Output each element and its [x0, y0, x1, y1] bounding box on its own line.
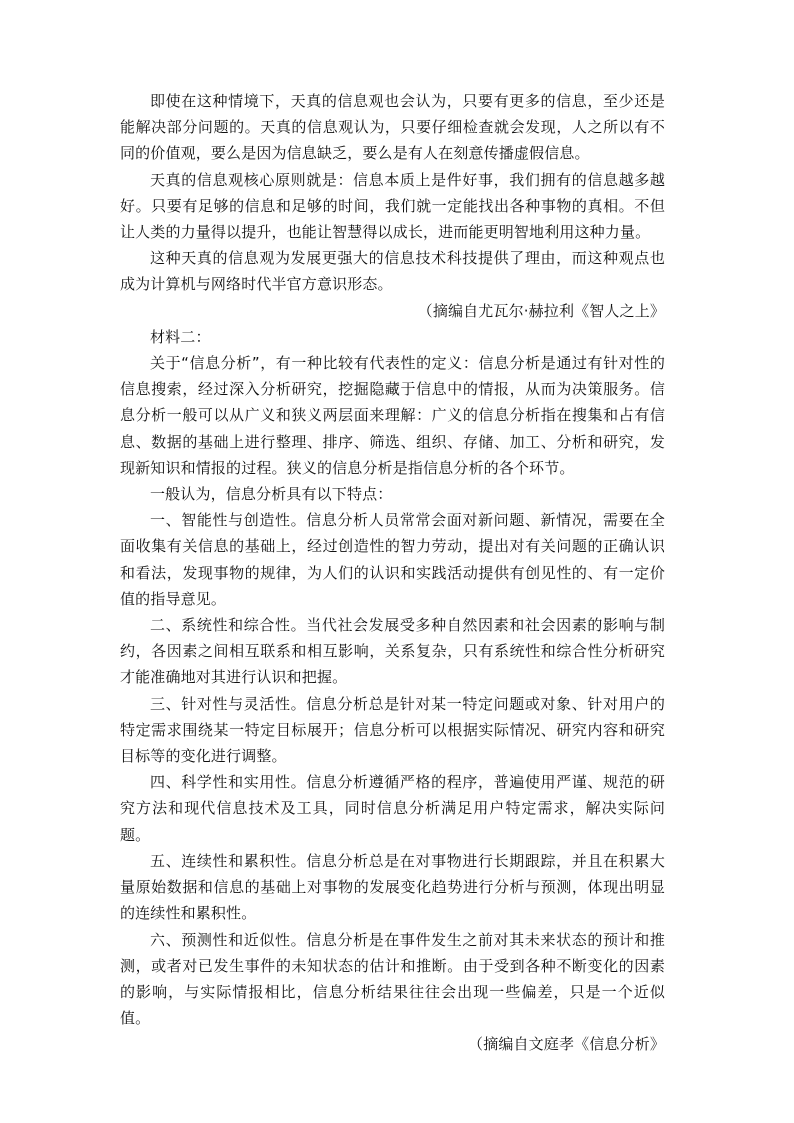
- material-2-label: 材料二：: [150, 327, 211, 346]
- paragraph-feature-5: 五、连续性和累积性。信息分析总是在对事物进行长期跟踪，并且在积累大量原始数据和信息的基础上对事物的发展变化趋势进行分析与预测，体现出明显的连续性和累积性。: [120, 851, 665, 923]
- paragraph-feature-2: 二、系统性和综合性。当代社会发展受多种自然因素和社会因素的影响与制约，各因素之间相互联系和相互影响，关系复杂，只有系统性和综合性分析研究才能准确地对其进行认识和把握。: [120, 616, 665, 687]
- paragraph-feature-4: 四、科学性和实用性。信息分析遵循严格的程序，普遍使用严谨、规范的研究方法和现代信息技术及工具，同时信息分析满足用户特定需求，解决实际问题。: [120, 773, 665, 844]
- paragraph-feature-3: 三、针对性与灵活性。信息分析总是针对某一特定问题或对象、针对用户的特定需求围绕某一特定目标展开；信息分析可以根据实际情况、研究内容和研究目标等的变化进行调整。: [120, 694, 665, 766]
- paragraph-feature-1: 一、智能性与创造性。信息分析人员常常会面对新问题、新情况，需要在全面收集有关信息的基础上，经过创造性的智力劳动，提出对有关问题的正确认识和看法，发现事物的规律，为人们的认识和实践活动提供有创见性的、有一定价值的指导意见。: [120, 511, 665, 608]
- paragraph-2: 天真的信息观核心原则就是：信息本质上是件好事，我们拥有的信息越多越好。只要有足够的信息和足够的时间，我们就一定能找出各种事物的真相。不但让人类的力量得以提升，也能让智慧得以成长，进而能更明智地利用这种力量。: [120, 170, 665, 242]
- paragraph-features-intro: 一般认为，信息分析具有以下特点：: [150, 485, 393, 504]
- document-body: [120, 88, 665, 1058]
- source-citation-2: （摘编自文庭孝《信息分析》: [468, 1035, 665, 1054]
- paragraph-1: 即使在这种情境下，天真的信息观也会认为，只要有更多的信息，至少还是能解决部分问题的。天真的信息观认为，只要仔细检查就会发现，人之所以有不同的价值观，要么是因为信息缺乏，要么是有人在刻意传播虚假信息。: [120, 92, 665, 163]
- paragraph-3: 这种天真的信息观为发展更强大的信息技术科技提供了理由，而这种观点也成为计算机与网络时代半官方意识形态。: [120, 249, 665, 294]
- paragraph-feature-6: 六、预测性和近似性。信息分析是在事件发生之前对其未来状态的预计和推测，或者对已发生事件的未知状态的估计和推断。由于受到各种不断变化的因素的影响，与实际情报相比，信息分析结果往往会出现一些偏差，只是一个近似值。: [120, 930, 665, 1028]
- source-citation-1: （摘编自尤瓦尔·赫拉利《智人之上》: [417, 301, 665, 320]
- paragraph-definition: 关于“信息分析”，有一种比较有代表性的定义：信息分析是通过有针对性的信息搜索，经过深入分析研究，挖掘隐藏于信息中的情报，从而为决策服务。信息分析一般可以从广义和狭义两层面来理解：广义的信息分析指在搜集和占有信息、数据的基础上进行整理、排序、筛选、组织、存储、加工、分析和研究，发现新知识和情报的过程。狭义的信息分析是指信息分析的各个环节。: [120, 354, 665, 477]
